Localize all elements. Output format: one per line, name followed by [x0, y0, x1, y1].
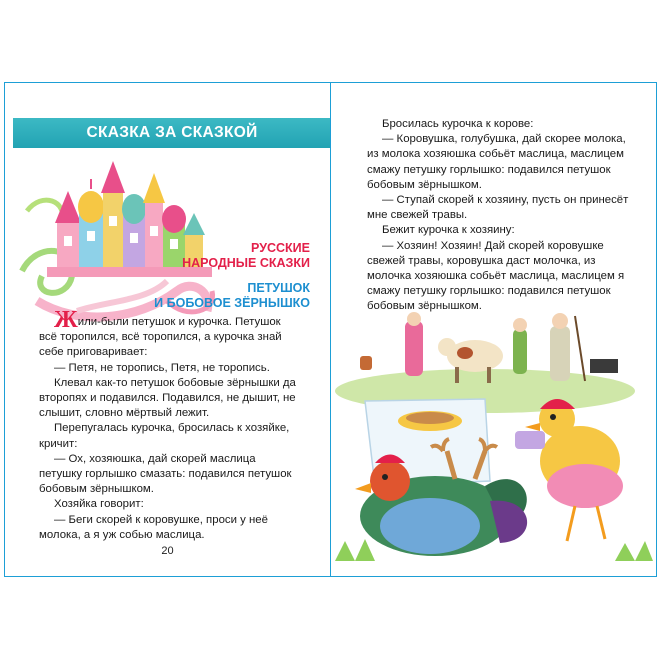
right-page — [330, 82, 657, 577]
paragraph: Бежит курочка к хозяину: — [382, 224, 515, 237]
drop-cap: Ж — [54, 307, 78, 333]
paragraph: — Петя, не торопись, Петя, не торопись. — [54, 361, 270, 374]
paragraph: Хозяйка говорит: — [54, 498, 144, 511]
paragraph: Перепугалась курочка, бросилась к хозяйке, кричит: — [39, 422, 290, 450]
series-header: СКАЗКА ЗА СКАЗКОЙ — [13, 118, 331, 148]
section-title: РУССКИЕ НАРОДНЫЕ СКАЗКИ — [182, 241, 310, 270]
paragraph: — Ох, хозяюшка, дай скорей маслица петушку горлышко смазать: подавился петушок бобовым зёрнышком. — [39, 452, 292, 496]
left-body-text — [39, 307, 301, 543]
page-number: 20 — [161, 545, 174, 557]
paragraph: — Беги скорей к коровушке, проси у неё молока, а я уж собью маслица. — [39, 513, 268, 541]
tale-title: ПЕТУШОК И БОБОВОЕ ЗЁРНЫШКО — [154, 281, 310, 310]
left-page — [4, 82, 331, 577]
paragraph: — Коровушка, голубушка, дай скорее молока, из молока хозяюшка собьёт маслица, маслицем смажу петушку горлышко: подавился петушок бобовым зёрнышком. — [367, 133, 626, 191]
right-body-text — [367, 117, 629, 315]
rooster-hen-illustration — [335, 311, 653, 575]
paragraph: Бросилась курочка к корове: — [382, 118, 534, 130]
paragraph: — Ступай скорей к хозяину, пусть он принесёт мне свежей травы. — [367, 194, 629, 222]
paragraph: Жили-были петушок и курочка. Петушок всё торопился, всё торопился, а курочка знай себе приговаривает: — [39, 307, 282, 359]
paragraph: Клевал как-то петушок бобовые зёрнышки да второпях и подавился. Подавился, не дышит, не слышит, словно мёртвый лежит. — [39, 376, 296, 420]
paragraph: — Хозяин! Хозяин! Дай скорей коровушке свежей травы, коровушка даст молочка, из молочка хозяюшка собьёт маслица, маслицем я смажу петушку горлышко: подавился петушок бобовым зёрнышком. — [367, 239, 625, 313]
